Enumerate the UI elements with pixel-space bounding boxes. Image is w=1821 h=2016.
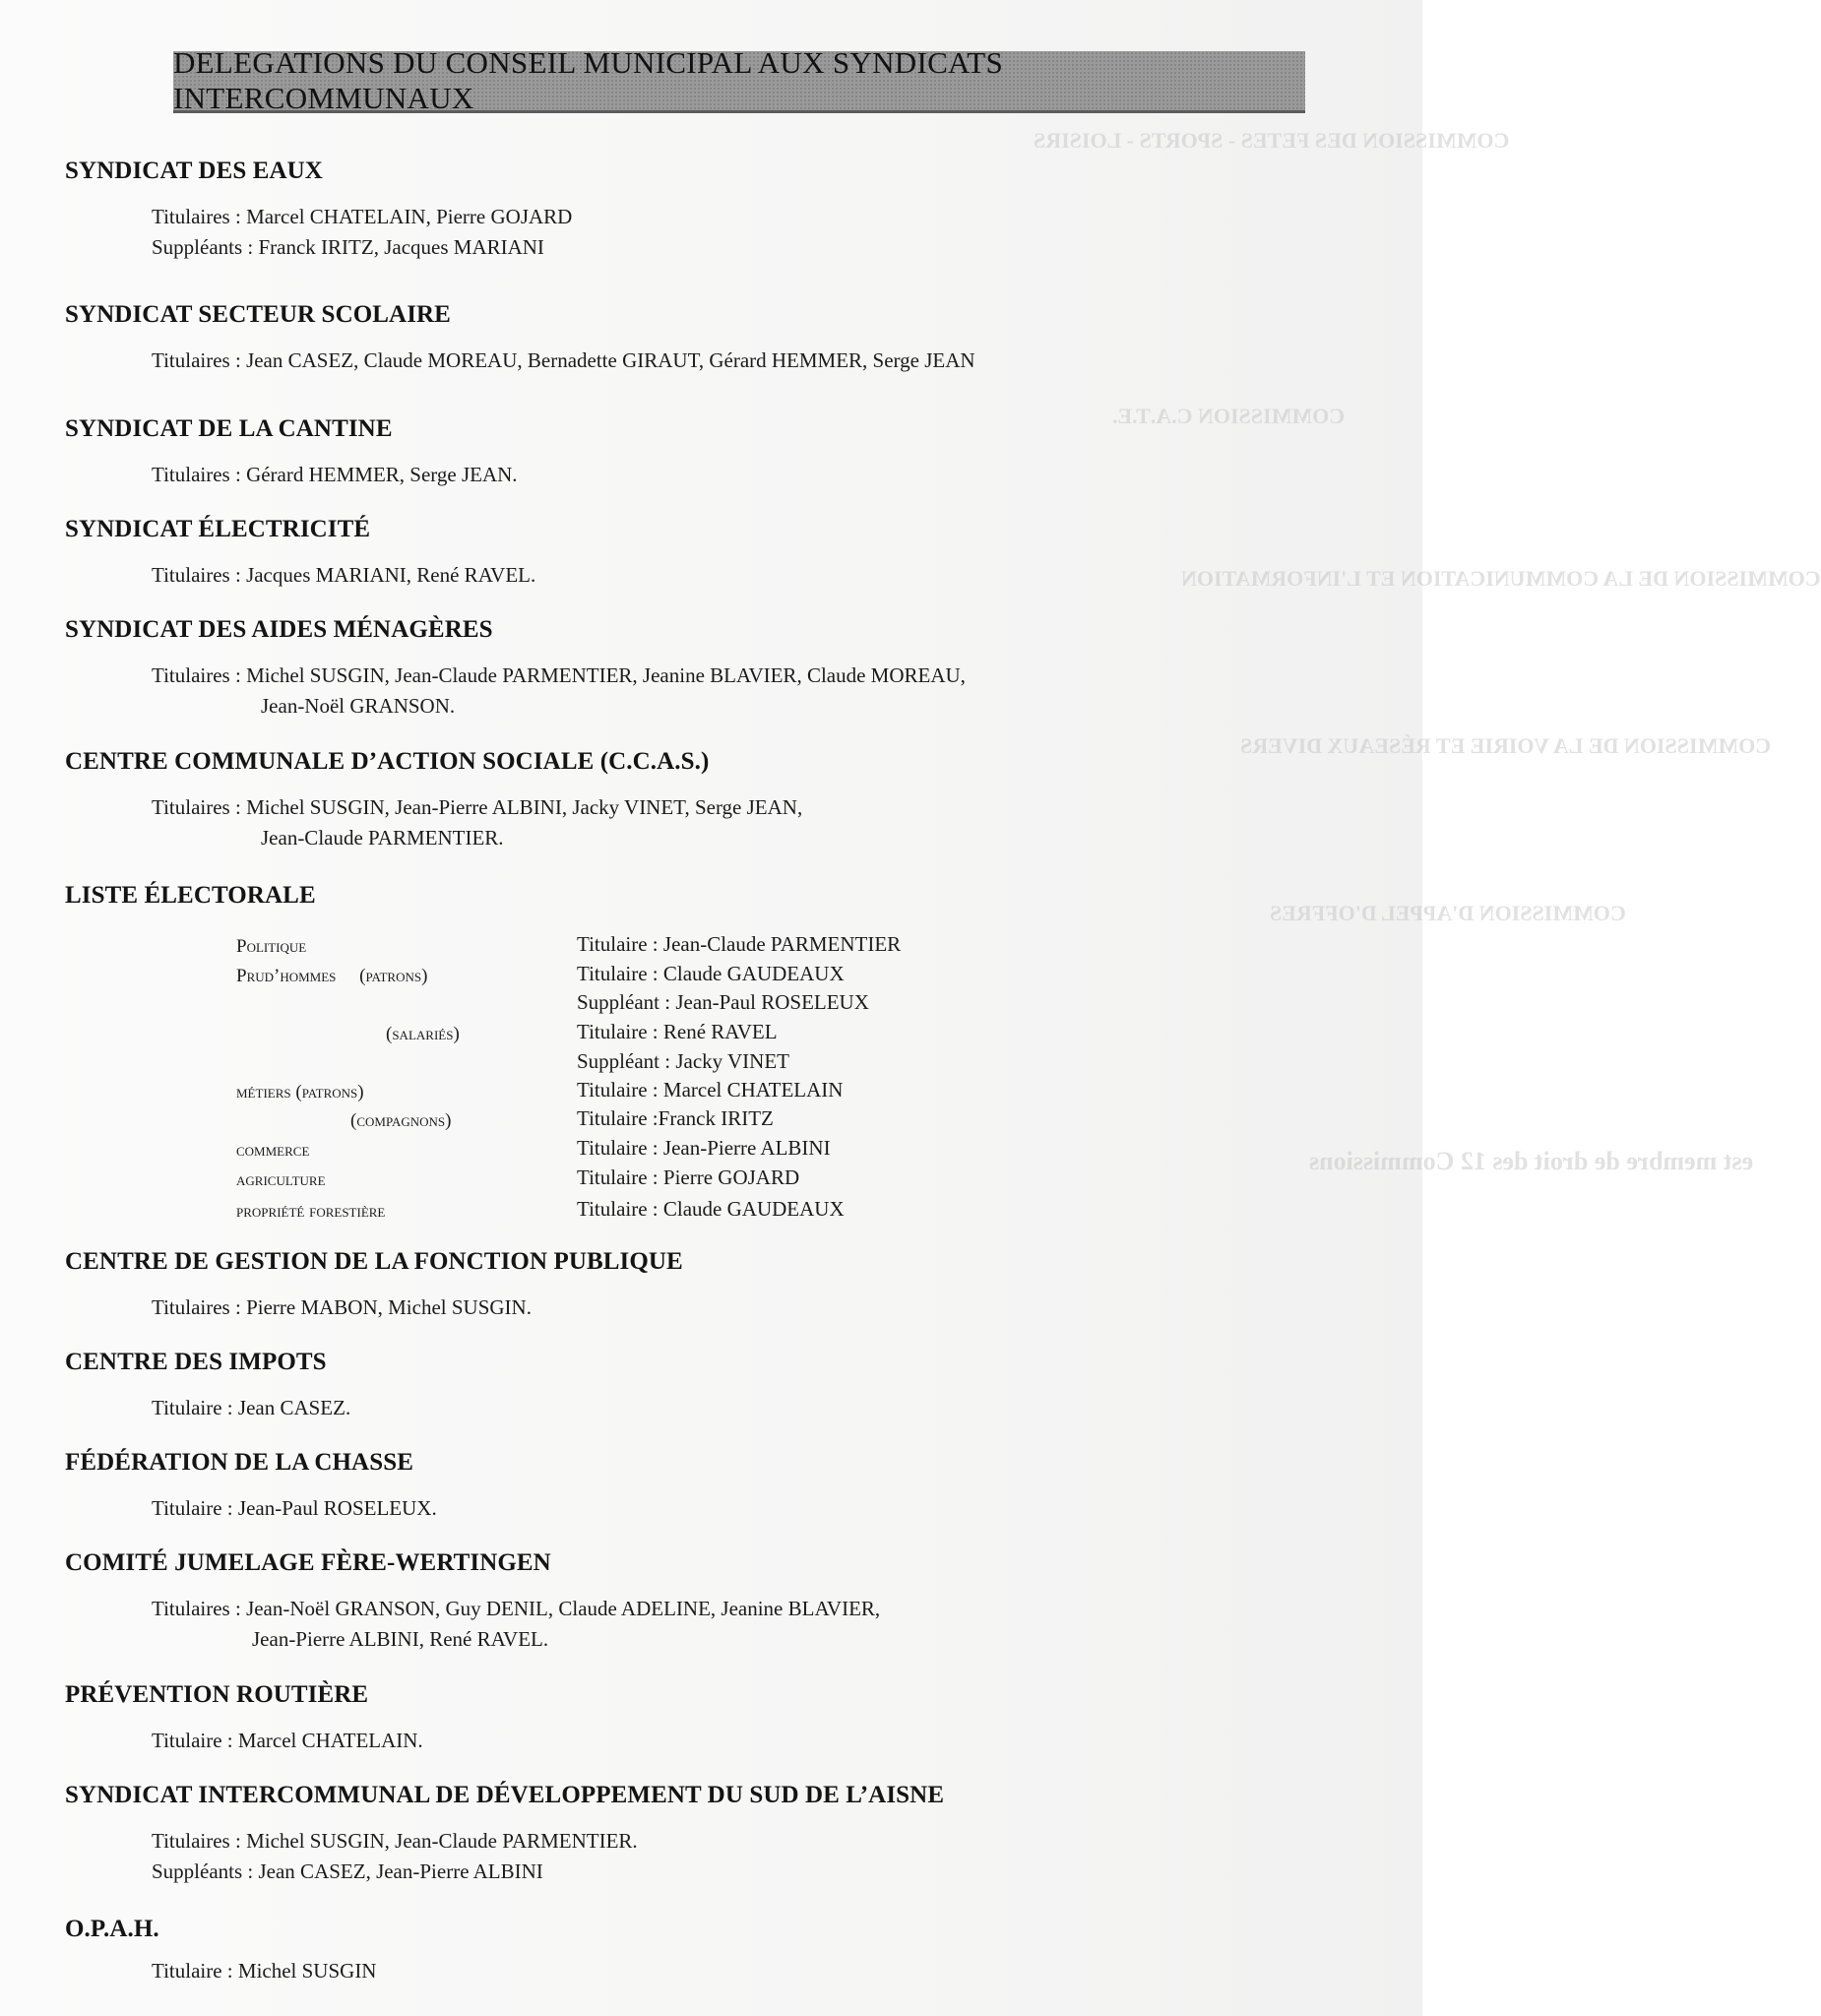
section-line: Jean-Claude PARMENTIER. xyxy=(261,826,504,850)
electoral-category-label: Prud’hommes (patrons) xyxy=(236,966,428,986)
electoral-assignment: Titulaire : Marcel CHATELAIN xyxy=(577,1078,844,1102)
section-line: Titulaires : Gérard HEMMER, Serge JEAN. xyxy=(152,463,518,486)
section-line: Suppléants : Jean CASEZ, Jean-Pierre ALBINI xyxy=(152,1859,543,1883)
section-title: SYNDICAT INTERCOMMUNAL DE DÉVELOPPEMENT DU SUD DE L’AISNE xyxy=(65,1782,945,1808)
section-electricite xyxy=(65,516,535,588)
section-ccas xyxy=(65,748,802,850)
section-liste-electorale xyxy=(65,882,316,910)
electoral-category-label: commerce xyxy=(236,1140,310,1161)
electoral-assignment: Titulaire : Jean-Pierre ALBINI xyxy=(577,1136,831,1160)
electoral-category-label: métiers (patrons) xyxy=(236,1082,364,1102)
section-syndicat-sud-aisne xyxy=(65,1782,944,1884)
bleed-through-text: est membre de droit des 12 Commissions xyxy=(1309,1147,1754,1175)
electoral-category-label: (compagnons) xyxy=(350,1110,452,1131)
electoral-assignment: Titulaire : Jean-Claude PARMENTIER xyxy=(577,932,902,956)
section-line: Titulaires : Jean-Noël GRANSON, Guy DENIL, Claude ADELINE, Jeanine BLAVIER, xyxy=(152,1597,881,1620)
electoral-assignment: Suppléant : Jean-Paul ROSELEUX xyxy=(577,990,869,1014)
section-title: FÉDÉRATION DE LA CHASSE xyxy=(65,1449,413,1476)
section-title: LISTE ÉLECTORALE xyxy=(65,882,316,909)
section-centre-gestion xyxy=(65,1248,683,1320)
electoral-assignment: Titulaire : Claude GAUDEAUX xyxy=(577,1197,845,1221)
section-title: COMITÉ JUMELAGE FÈRE-WERTINGEN xyxy=(65,1549,551,1576)
electoral-category-label: propriété forestière xyxy=(236,1201,386,1222)
section-line: Titulaire : Marcel CHATELAIN. xyxy=(152,1729,423,1752)
bleed-through-text: COMMISSION D'APPEL D'OFFRES xyxy=(1270,901,1626,925)
section-line: Jean-Noël GRANSON. xyxy=(261,694,456,718)
section-secteur-scolaire xyxy=(65,301,975,373)
bleed-through-text: COMMISSION DE LA VOIRIE ET RÉSEAUX DIVERS xyxy=(1240,733,1772,758)
section-line: Titulaires : Michel SUSGIN, Jean-Pierre ALBINI, Jacky VINET, Serge JEAN, xyxy=(152,795,803,819)
electoral-assignment: Suppléant : Jacky VINET xyxy=(577,1049,789,1073)
section-line: Titulaires : Michel SUSGIN, Jean-Claude PARMENTIER, Jeanine BLAVIER, Claude MOREAU, xyxy=(152,663,966,687)
section-comite-jumelage xyxy=(65,1549,880,1652)
section-title: CENTRE DES IMPOTS xyxy=(65,1349,327,1375)
section-title: CENTRE COMMUNALE D’ACTION SOCIALE (C.C.A.S.) xyxy=(65,748,710,775)
section-syndicat-eaux xyxy=(65,158,572,260)
electoral-assignment: Titulaire : Claude GAUDEAUX xyxy=(577,962,845,985)
section-cantine xyxy=(65,415,518,487)
section-line: Titulaires : Michel SUSGIN, Jean-Claude PARMENTIER. xyxy=(152,1829,638,1853)
section-line: Titulaires : Pierre MABON, Michel SUSGIN. xyxy=(152,1295,532,1319)
section-line: Jean-Pierre ALBINI, René RAVEL. xyxy=(252,1627,549,1651)
electoral-category-label: agriculture xyxy=(236,1169,326,1190)
section-title: CENTRE DE GESTION DE LA FONCTION PUBLIQUE xyxy=(65,1248,683,1275)
section-centre-impots xyxy=(65,1349,350,1420)
electoral-assignment: Titulaire : Pierre GOJARD xyxy=(577,1166,800,1189)
bleed-through-text: COMMISSION DES FETES - SPORTS - LOISIRS xyxy=(1034,128,1510,153)
section-title: SYNDICAT DE LA CANTINE xyxy=(65,415,393,442)
bleed-through-text: COMMISSION C.A.T.E. xyxy=(1112,404,1346,428)
electoral-assignment: Titulaire :Franck IRITZ xyxy=(577,1106,774,1130)
page-banner: DELEGATIONS DU CONSEIL MUNICIPAL AUX SYNDICATS INTERCOMMUNAUX xyxy=(173,51,1305,113)
bleed-through-text: COMMISSION DE LA COMMUNICATION ET L'INFORMATION xyxy=(1181,566,1821,591)
section-line: Titulaires : Jean CASEZ, Claude MOREAU, Bernadette GIRAUT, Gérard HEMMER, Serge JEAN xyxy=(152,348,975,372)
section-title: SYNDICAT ÉLECTRICITÉ xyxy=(65,516,371,542)
section-line: Titulaires : Marcel CHATELAIN, Pierre GOJARD xyxy=(152,205,573,228)
section-title: SYNDICAT DES AIDES MÉNAGÈRES xyxy=(65,616,493,643)
section-line: Titulaire : Michel SUSGIN xyxy=(152,1959,377,1983)
electoral-assignment: Titulaire : René RAVEL xyxy=(577,1020,778,1043)
section-title: O.P.A.H. xyxy=(65,1916,159,1942)
section-federation-chasse xyxy=(65,1449,437,1521)
electoral-category-label: Politique xyxy=(236,936,307,957)
section-line: Suppléants : Franck IRITZ, Jacques MARIANI xyxy=(152,235,544,259)
section-line: Titulaires : Jacques MARIANI, René RAVEL. xyxy=(152,563,536,587)
section-title: SYNDICAT DES EAUX xyxy=(65,158,323,184)
electoral-category-label: (salariés) xyxy=(386,1024,460,1044)
section-title: SYNDICAT SECTEUR SCOLAIRE xyxy=(65,301,451,328)
section-line: Titulaire : Jean-Paul ROSELEUX. xyxy=(152,1496,437,1520)
section-prevention-routiere xyxy=(65,1681,423,1753)
section-line: Titulaire : Jean CASEZ. xyxy=(152,1396,351,1419)
section-aides-menageres xyxy=(65,616,966,719)
section-opah xyxy=(65,1916,376,1984)
section-title: PRÉVENTION ROUTIÈRE xyxy=(65,1681,369,1708)
